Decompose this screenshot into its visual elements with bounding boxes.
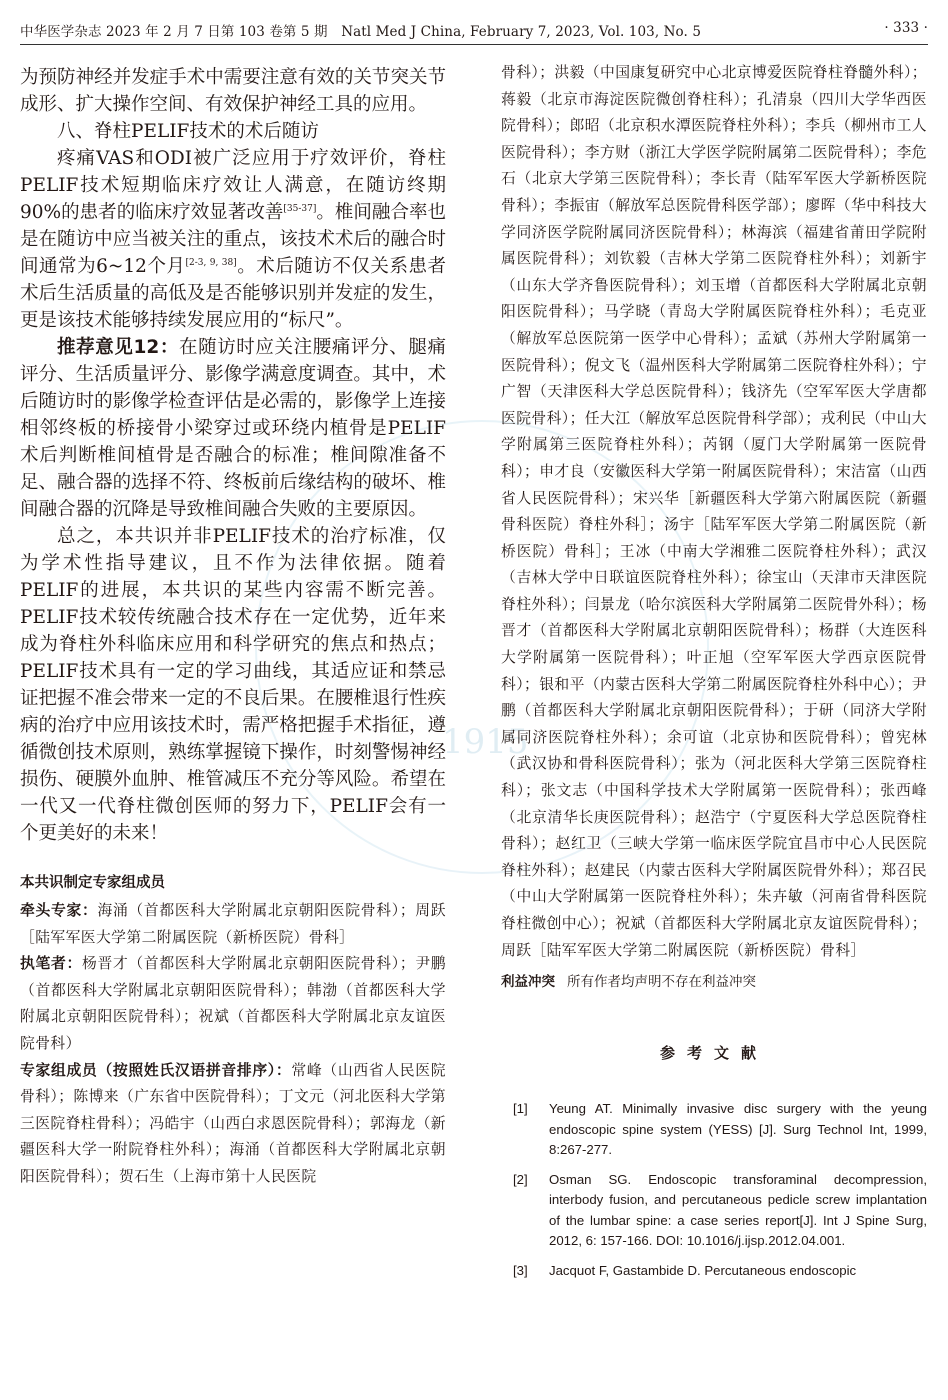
watermark-year: 1915 — [442, 722, 529, 762]
reference-number: [1] — [513, 1101, 528, 1117]
experts-label: 专家组成员（按照姓氏汉语拼音排序）： — [20, 1061, 292, 1079]
right-column — [501, 64, 927, 1290]
intro-paragraph: 为预防神经并发症手术中需要注意有效的关节突关节成形、扩大操作空间、有效保护神经工具的应用。 — [20, 67, 446, 115]
reference-item — [501, 1170, 927, 1252]
conflict-of-interest-text: 所有作者均声明不存在利益冲突 — [567, 974, 756, 991]
lead-experts-label: 牵头专家： — [20, 902, 98, 919]
running-header — [20, 16, 928, 45]
references-title: 参考文献 — [659, 1044, 768, 1063]
journal-citation: 中华医学杂志 2023 年 2 月 7 日第 103 卷第 5 期 Natl Med J China, February 7, 2023, Vol. 103, No. 5 — [20, 24, 702, 40]
conclusion-paragraph: 总之，本共识并非PELIF技术的治疗标准，仅为学术性指导建议，且不作为法律依据。随着PELIF的进展，本共识的某些内容需不断完善。PELIF技术较传统融合技术存在一定优势，近年来成为脊柱外科临床应用和科学研究的焦点和热点；PELIF技术具有一定的学习曲线，其适应证和禁忌证把握不准会带来一定的不良后果。在腰椎退行性疾病的治疗中应用该技术时，需严格把握手术指征，遵循微创技术原则，熟练掌握镜下操作，时刻警惕神经损伤、硬膜外血肿、椎管减压不充分等风险。希望在一代又一代脊柱微创医师的努力下，PELIF会有一个更美好的未来！ — [20, 526, 446, 844]
experts-text: 常峰（山西省人民医院骨科）；陈博来（广东省中医院骨科）；丁文元（河北医科大学第三医院脊柱骨科）；冯皓宇（山西白求恩医院骨科）；郭海龙（新疆医科大学一附院脊柱外科）；海涌（首都医科大学附属北京朝阳医院骨科）；贺石生（上海市第十人民医院 — [20, 1061, 446, 1185]
experts-list-continued: 骨科）；洪毅（中国康复研究中心北京博爱医院脊柱脊髓外科）；蒋毅（北京市海淀医院微创脊柱科）；孔清泉（四川大学华西医院骨科）；郎昭（北京积水潭医院脊柱外科）；李兵（柳州市工人医院骨科）；李方财（浙江大学医学院附属第二医院骨科）；李危石（北京大学第三医院骨科）；李长青（陆军军医大学新桥医院骨科）；李振宙（解放军总医院骨科医学部）；廖晖（华中科技大学同济医学院附属同济医院骨科）；林海滨（福建省莆田学院附属医院骨科）；刘钦毅（吉林大学第二医院脊柱外科）；刘新宇（山东大学齐鲁医院骨科）；刘玉增（首都医科大学附属北京朝阳医院骨科）；马学晓（青岛大学附属医院脊柱外科）；毛克亚（解放军总医院第一医学中心骨科）；孟斌（苏州大学附属第一医院骨科）；倪文飞（温州医科大学附属第二医院脊柱外科）；宁广智（天津医科大学总医院骨科）；钱济先（空军军医大学唐都医院骨科）；任大江（解放军总医院骨科学部）；戎利民（中山大学附属第三医院脊柱外科）；芮钢（厦门大学附属第一医院骨科）；申才良（安徽医科大学第一附属医院骨科）；宋洁富（山西省人民医院骨科）；宋兴华［新疆医科大学第六附属医院（新疆骨科医院）脊柱外科］；汤宇［陆军军医大学第二附属医院（新桥医院）骨科］；王冰（中南大学湘雅二医院脊柱外科）；武汉（吉林大学中日联谊医院脊柱外科）；徐宝山（天津市天津医院脊柱外科）；闫景龙（哈尔滨医科大学附属第二医院骨外科）；杨晋才（首都医科大学附属北京朝阳医院骨科）；杨群（大连医科大学附属第一医院骨科）；叶正旭（空军军医大学西京医院骨科）；银和平（内蒙古医科大学第二附属医院脊柱外科中心）；尹鹏（首都医科大学附属北京朝阳医院骨科）；于研（同济大学附属同济医院脊柱外科）；余可谊（北京协和医院骨科）；曾宪林（武汉协和骨科医院骨科）；张为（河北医科大学第三医院脊柱科）；张文志（中国科学技术大学附属第一医院骨科）；张西峰（北京清华长庚医院骨科）；赵浩宁（宁夏医科大学总医院脊柱骨科）；赵红卫（三峡大学第一临床医学院宜昌市中心人民医院脊柱外科）；赵建民（内蒙古医科大学附属医院骨外科）；郑召民（中山大学附属第一医院脊柱外科）；朱卉敏（河南省骨科医院脊柱微创中心）；祝斌（首都医科大学附属北京友谊医院骨科）；周跃［陆军军医大学第二附属医院（新桥医院）骨科］ — [501, 64, 927, 959]
followup-text-b: 。椎间融合率也是在随访中应当被关注的重点，该技术术后的融合时间通常为6~12个月 — [20, 202, 446, 277]
recommendation-12 — [20, 334, 446, 523]
citation-35-37: [35-37] — [283, 203, 317, 214]
followup-text-a: 疼痛VAS和ODI被广泛应用于疗效评价，脊柱PELIF技术短期临床疗效让人满意，在随访终期90%的患者的临床疗效显著改善 — [20, 148, 446, 223]
lead-experts — [20, 898, 446, 951]
reference-item — [501, 1261, 927, 1282]
followup-paragraph — [20, 145, 446, 334]
page-number: · 333 · — [884, 20, 928, 36]
writers — [20, 951, 446, 1057]
citation-2-38: [2-3, 9, 38] — [185, 257, 237, 268]
conflict-of-interest-label: 利益冲突 — [501, 974, 555, 991]
reference-item — [501, 1099, 927, 1161]
recommendation-12-label: 推荐意见12： — [57, 337, 179, 358]
writers-label: 执笔者： — [20, 955, 82, 973]
conflict-of-interest — [501, 970, 927, 990]
reference-text: Yeung AT. Minimally invasive disc surgery with the yeung endoscopic spine system (YESS) [J]. Surg Technol Int, 1999, 8:267-277. — [549, 1101, 927, 1158]
reference-text: Jacquot F, Gastambide D. Percutaneous endoscopic — [549, 1262, 857, 1278]
recommendation-12-text: 在随访时应关注腰痛评分、腿痛评分、生活质量评分、影像学满意度调查。其中，术后随访时的影像学检查评估是必需的，影像学上连接相邻终板的桥接骨小梁穿过或环绕内植骨是PELIF术后判断椎间植骨是否融合的标准；椎间隙准备不足、融合器的选择不符、终板前后缘结构的破坏、椎间融合器的沉降是导致椎间融合失败的主要原因。 — [20, 337, 446, 520]
left-column — [20, 64, 446, 1191]
references-list — [501, 1099, 927, 1281]
committee-title: 本共识制定专家组成员 — [20, 875, 165, 891]
reference-text: Osman SG. Endoscopic transforaminal decompression, interbody fusion, and percutaneous pedicle screw implantation of the lumbar spine: a case series report[J]. Int J Spine Surg, 2012, 6: 157-166. DOI: 10.1016/j.ijsp.2012.04.001. — [549, 1171, 927, 1249]
experts-list — [20, 1058, 446, 1191]
reference-number: [3] — [513, 1262, 528, 1278]
followup-text-c: 。术后随访不仅关系患者术后生活质量的高低及是否能够识别并发症的发生，更是该技术能够持续发展应用的“标尺”。 — [20, 256, 446, 331]
lead-experts-text: 海涌（首都医科大学附属北京朝阳医院骨科）；周跃［陆军军医大学第二附属医院（新桥医院）骨科］ — [20, 902, 446, 946]
section-heading-followup: 八、脊柱PELIF技术的术后随访 — [57, 121, 319, 142]
publisher-logo-watermark — [0, 1370, 300, 1400]
writers-text: 杨晋才（首都医科大学附属北京朝阳医院骨科）；尹鹏（首都医科大学附属北京朝阳医院骨科）；韩渤（首都医科大学附属北京朝阳医院骨科）；祝斌（首都医科大学附属北京友谊医院骨科） — [20, 955, 447, 1052]
reference-number: [2] — [513, 1171, 528, 1187]
